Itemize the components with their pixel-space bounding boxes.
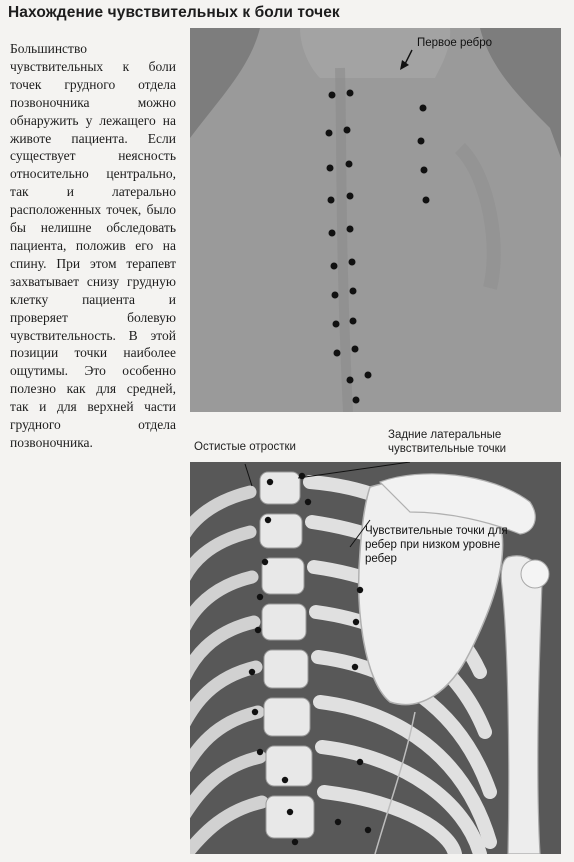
- back-photo: [190, 28, 561, 412]
- label-first-rib: Первое ребро: [417, 37, 493, 49]
- label-rib-points: Чувствительные точки для ребер при низком уровне ребер: [365, 525, 508, 565]
- body-paragraph: Большинство чувствительных к боли точек грудного отдела позвоночника можно обнаружить у лежащего на животе пациента. Если существует неясность относительно центрально, так и латерально расположенных точек, было бы нелишне обследовать пациента, положив его на спину. При этом терапевт захватывает снизу грудную клетку пациента и проверяет болевую чувствительность. В этой позиции точки наиболее ощутимы. Это особенно полезно как для средней, так и для верхней части грудного отдела позвоночника.: [10, 41, 176, 450]
- back-illustration: [190, 28, 561, 412]
- skeleton-illustration: [190, 462, 561, 854]
- skeleton-photo: [190, 462, 561, 854]
- label-spinous-processes: Остистые отростки: [194, 441, 296, 453]
- label-posterior-lateral-points: Задние латеральные чувствительные точки: [388, 429, 507, 455]
- page-title: Нахождение чувствительных к боли точек: [8, 4, 340, 21]
